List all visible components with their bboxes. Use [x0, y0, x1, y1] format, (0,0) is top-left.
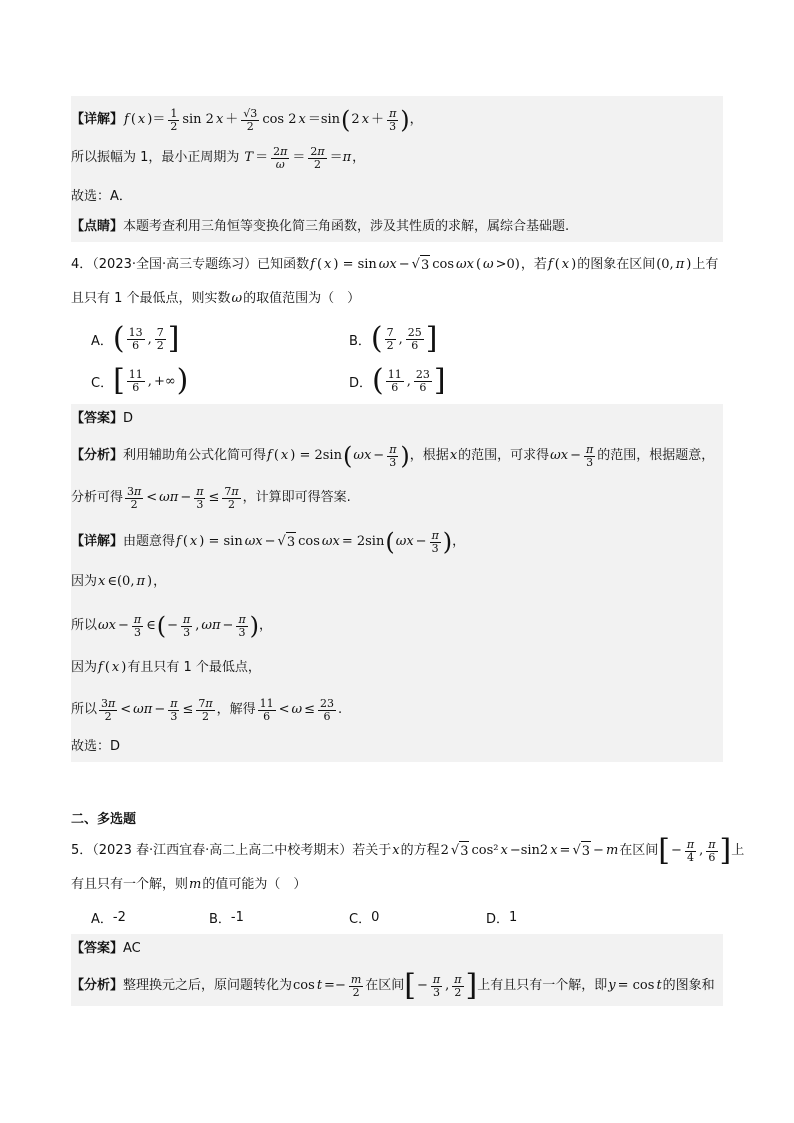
q4-so-line1: 所以 ωx − $\frac{\pi}{3}$ ∈ ( − $\frac{\pi}{3}$ , ωπ − $\frac{\pi}{3}$ ) ，	[71, 612, 273, 640]
q4-choose-line: 故选：D	[71, 739, 121, 754]
q5-analysis-line: 【分析】 整理换元之后，原问题转化为 cos t =− $\frac{m}{2}$ 在区间 [ − $\frac{\pi}{3}$ , $\frac{\pi}{2}$ ] 上有且只有一个解，即 y = cos t 的图象和	[71, 968, 715, 1003]
q3-amplitude-line: 所以振幅为 1，最小正周期为 T ＝ $\frac{2\pi}{\omega}$ ＝ $\frac{2\pi}{2}$ ＝π ，	[71, 144, 366, 171]
q4-option-b[interactable]: B． ( $\frac{7}{2}$ , $\frac{25}{6}$ ]	[349, 321, 438, 356]
section-heading: 二、多选题	[71, 812, 137, 827]
q4-option-a[interactable]: A． ( $\frac{13}{6}$ , $\frac{7}{2}$ ]	[91, 321, 180, 356]
q5-option-b[interactable]: B． -1	[209, 909, 244, 927]
q4-option-c[interactable]: C． [ $\frac{11}{6}$ , +∞ )	[91, 363, 189, 398]
q3-comment-line: 【点睛】 本题考查利用三角恒等变换化简三角函数，涉及其性质的求解，属综合基础题.	[71, 216, 723, 238]
q5-stem-line2: 有且只有一个解，则 m 的值可能为（ ）	[71, 877, 307, 892]
q4-analysis-line1: 【分析】 利用辅助角公式化简可得 f ( x ) = 2sin ( ωx − $\frac{\pi}{3}$ ) ，根据 x 的范围，可求得 ωx − $\frac{\pi}{3}$ 的范围，根据题意，	[71, 442, 715, 470]
comment-tag: 【点睛】	[71, 219, 124, 234]
analysis-tag: 【分析】	[71, 978, 124, 993]
q4-because-line2: 因为 f ( x ) 有且只有 1 个最低点，	[71, 660, 261, 675]
q5-option-a[interactable]: A． -2	[91, 909, 126, 927]
q4-detail-line1: 【详解】 由题意得 f ( x ) = sin ωx − √ 3 cos ωx = 2sin ( ωx − $\frac{\pi}{3}$ ) ，	[71, 528, 466, 556]
q4-because-line1: 因为 x ∈(0, π ) ，	[71, 574, 167, 589]
q5-answer-line	[71, 938, 723, 960]
q4-so-line2: 所以 $\frac{3\pi}{2}$ < ωπ − $\frac{\pi}{3}$ ≤ $\frac{7\pi}{2}$ ，解得 $\frac{11}{6}$ < ω ≤ $\frac{23}{6}$ .	[71, 696, 343, 723]
answer-value: AC	[123, 941, 141, 956]
answer-tag: 【答案】	[71, 941, 124, 956]
answer-tag: 【答案】	[71, 411, 124, 426]
analysis-tag: 【分析】	[71, 448, 124, 463]
q4-analysis-line2: 分析可得 $\frac{3\pi}{2}$ < ωπ − $\frac{\pi}{3}$ ≤ $\frac{7\pi}{2}$ ，计算即可得答案.	[71, 484, 351, 511]
q4-option-d[interactable]: D． ( $\frac{11}{6}$ , $\frac{23}{6}$ ]	[349, 363, 446, 398]
q4-answer-line	[71, 408, 723, 430]
detail-tag: 【详解】	[71, 112, 124, 127]
q4-stem-line1: 4．（2023·全国·高三专题练习）已知函数 f ( x ) = sin ωx − √ 3 cos ωx ( ω >0) ，若 f ( x ) 的图象在区间 (0, π ) 上有	[71, 252, 723, 278]
q5-option-d[interactable]: D． 1	[486, 909, 518, 927]
q3-detail-line: 【详解】 f ( x )＝ $\frac{1}{2}$ sin 2 x ＋ $\frac{√3}{2}$ cos 2 x ＝sin ( 2 x ＋ $\frac{\pi}{3}$ ) ，	[71, 106, 423, 134]
answer-value: D	[123, 411, 134, 426]
q5-option-c[interactable]: C． 0	[349, 909, 380, 927]
q4-stem-line2: 且只有 1 个最低点，则实数 ω 的取值范围为（ ）	[71, 291, 361, 306]
q3-choose-line: 故选：A．	[71, 189, 132, 204]
detail-tag: 【详解】	[71, 534, 124, 549]
q5-stem-line1: 5．（2023 春·江西宜春·高二上高二中校考期末）若关于 x 的方程 2 √ 3 cos² x −sin2 x = √ 3 − m 在区间 [ − $\frac{\pi}{4}$ , $\frac{\pi}{6}$ ] 上	[71, 833, 745, 868]
